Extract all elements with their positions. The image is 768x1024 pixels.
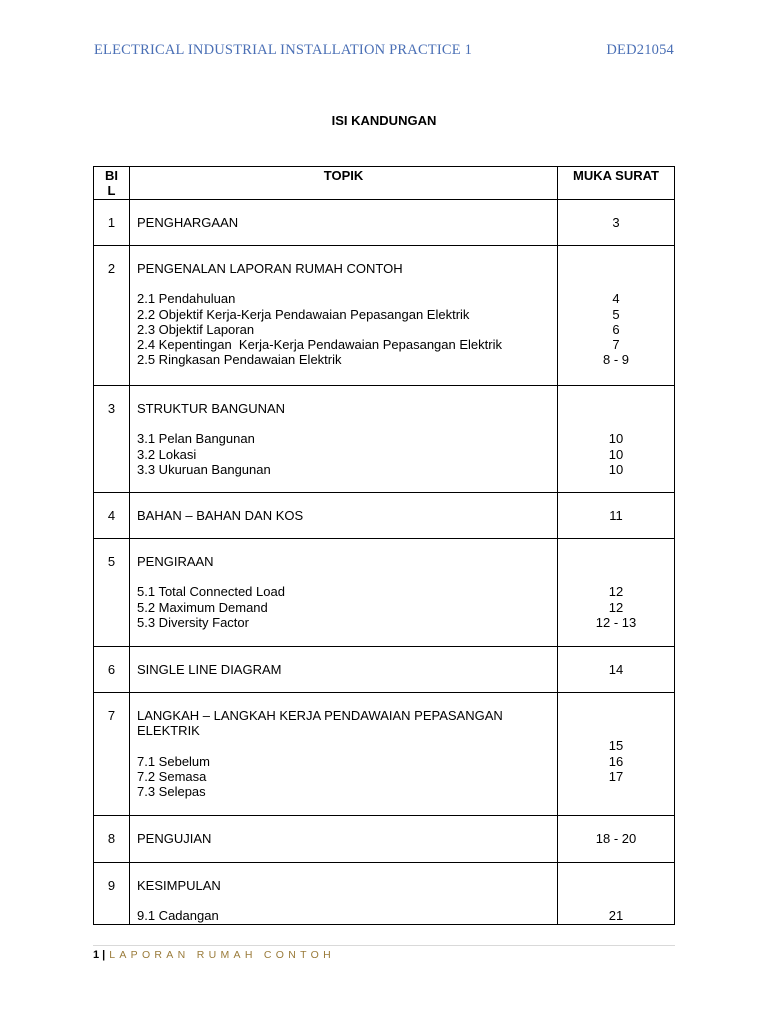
subtopic-title: 7.1 Sebelum — [137, 753, 210, 769]
table-header-row — [94, 167, 675, 200]
page-ref: 11 — [609, 508, 623, 523]
page-ref: 3 — [612, 215, 620, 230]
subtopic-title: 2.5 Ringkasan Pendawaian Elektrik — [137, 352, 342, 368]
page-ref: 14 — [608, 662, 624, 677]
table-row — [94, 816, 675, 863]
page-title: ISI KANDUNGAN — [331, 113, 437, 128]
row-topic-cell — [130, 539, 558, 647]
contents-body — [94, 200, 675, 925]
subtopic-title: 3.1 Pelan Bangunan — [137, 431, 255, 447]
page-number: 1 — [93, 949, 100, 961]
subtopic-page: 4 — [612, 291, 620, 307]
subtopic-page: 21 — [608, 908, 624, 924]
row-topic-cell — [130, 200, 558, 246]
contents-table — [93, 166, 675, 925]
table-row — [94, 200, 675, 246]
row-topic-cell — [130, 647, 558, 693]
subtopic-title: 2.3 Objektif Laporan — [137, 321, 255, 337]
topic-title: PENGIRAAN — [137, 554, 214, 569]
subtopic-page: 10 — [608, 446, 624, 462]
topic-title: PENGHARGAAN — [137, 215, 239, 230]
subtopic-title: 7.3 Selepas — [137, 784, 206, 800]
subtopic-page: 6 — [612, 321, 620, 337]
subtopic-title: 7.2 Semasa — [137, 768, 207, 784]
topic-title: LANGKAH – LANGKAH KERJA PENDAWAIAN PEPASANGAN ELEKTRIK — [137, 708, 503, 739]
footer-separator: | — [102, 949, 106, 961]
subtopic-page: 12 — [608, 584, 624, 600]
subtopic-title: 5.1 Total Connected Load — [137, 584, 285, 600]
subtopic-title: 3.3 Ukuruan Bangunan — [137, 461, 271, 477]
row-number: 5 — [94, 539, 130, 647]
table-row — [94, 539, 675, 647]
course-code: DED21054 — [606, 42, 674, 58]
row-page-cell — [558, 863, 675, 925]
row-number: 2 — [94, 246, 130, 386]
subtopic-page: 12 — [608, 599, 624, 615]
table-row — [94, 386, 675, 493]
subtopic-title: 5.3 Diversity Factor — [137, 614, 249, 630]
subtopic-title: 5.2 Maximum Demand — [137, 599, 268, 615]
table-row — [94, 647, 675, 693]
topic-title: STRUKTUR BANGUNAN — [137, 401, 286, 416]
subtopic-page: 10 — [608, 431, 624, 447]
row-topic-cell — [130, 493, 558, 539]
row-number: 6 — [94, 647, 130, 693]
row-number: 7 — [94, 693, 130, 816]
page-ref — [558, 878, 674, 893]
page-ref — [558, 401, 674, 416]
page-ref — [558, 554, 674, 569]
subtopic-page: 10 — [608, 461, 624, 477]
row-page-cell — [558, 493, 675, 539]
subtopic-page: 7 — [612, 337, 620, 353]
topic-title: BAHAN – BAHAN DAN KOS — [137, 508, 304, 523]
topic-title: PENGUJIAN — [137, 831, 212, 846]
subtopic-page: 8 - 9 — [602, 352, 629, 368]
header-topik: TOPIK — [130, 167, 558, 200]
page-ref — [558, 261, 674, 276]
page-footer — [93, 949, 335, 961]
subtopic-page: 17 — [608, 768, 624, 784]
page-ref — [558, 708, 674, 723]
subtopic-title: 9.1 Cadangan — [137, 908, 219, 924]
row-page-cell — [558, 816, 675, 863]
row-page-cell — [558, 647, 675, 693]
page-ref: 18 - 20 — [595, 831, 637, 846]
topic-title: SINGLE LINE DIAGRAM — [137, 662, 282, 677]
row-page-cell — [558, 246, 675, 386]
subtopic-title: 2.4 Kepentingan Kerja-Kerja Pendawaian Pepasangan Elektrik — [137, 337, 502, 353]
row-page-cell — [558, 693, 675, 816]
row-topic-cell — [130, 246, 558, 386]
topic-title: KESIMPULAN — [137, 878, 221, 893]
topic-title: PENGENALAN LAPORAN RUMAH CONTOH — [137, 261, 403, 276]
row-topic-cell — [130, 386, 558, 493]
subtopic-page: 12 - 13 — [595, 614, 637, 630]
subtopic-title: 2.1 Pendahuluan — [137, 291, 236, 307]
footer-divider — [93, 945, 675, 946]
subtopic-title: 2.2 Objektif Kerja-Kerja Pendawaian Pepasangan Elektrik — [137, 306, 470, 322]
row-number: 8 — [94, 816, 130, 863]
row-number: 9 — [94, 863, 130, 925]
row-topic-cell — [130, 863, 558, 925]
subtopic-page: 15 — [608, 738, 624, 754]
row-page-cell — [558, 386, 675, 493]
subtopic-title: 3.2 Lokasi — [137, 446, 197, 462]
row-page-cell — [558, 200, 675, 246]
table-row — [94, 693, 675, 816]
table-row — [94, 246, 675, 386]
course-title: ELECTRICAL INDUSTRIAL INSTALLATION PRACTICE 1 — [94, 42, 473, 58]
row-topic-cell — [130, 816, 558, 863]
subtopic-page: 16 — [608, 753, 624, 769]
header-bil: BI L — [94, 167, 130, 200]
header-muka-surat: MUKA SURAT — [558, 167, 675, 200]
row-number: 4 — [94, 493, 130, 539]
table-row — [94, 863, 675, 925]
row-number: 1 — [94, 200, 130, 246]
subtopic-page: 5 — [612, 306, 620, 322]
footer-text: LAPORAN RUMAH CONTOH — [109, 949, 336, 961]
page-header — [94, 42, 674, 59]
row-number: 3 — [94, 386, 130, 493]
row-page-cell — [558, 539, 675, 647]
row-topic-cell — [130, 693, 558, 816]
table-row — [94, 493, 675, 539]
